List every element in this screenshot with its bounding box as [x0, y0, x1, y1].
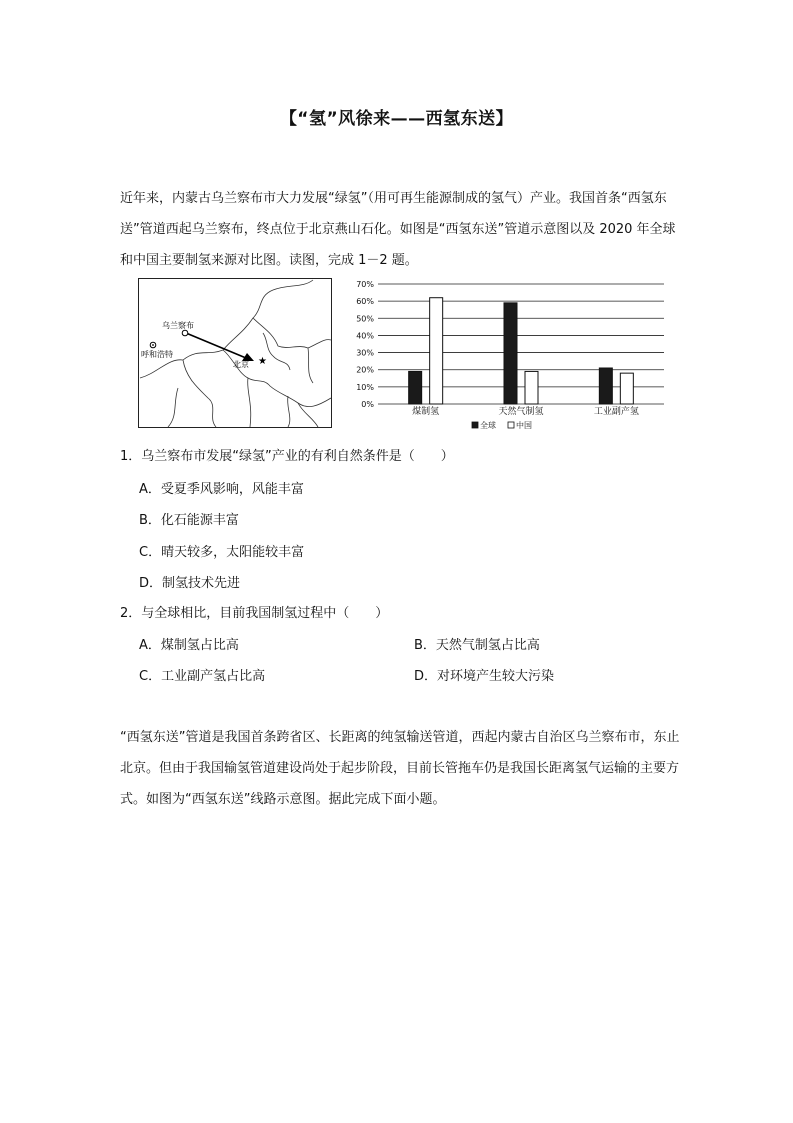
- q1-option-a[interactable]: A．受夏季风影响，风能丰富: [139, 482, 304, 497]
- y-tick-label: 0%: [361, 400, 374, 409]
- page-title: 【“氢”风徐来——西氢东送】: [279, 109, 514, 129]
- y-tick-label: 50%: [356, 314, 374, 324]
- intro-paragraph: 近年来，内蒙古乌兰察布市大力发展“绿氢”（用可再生能源制成的氢气）产业。我国首条“西氢东送”管道西起乌兰察布，终点位于北京燕山石化。如图是“西氢东送”管道示意图以及 2020 年全球和中国主要制氢来源对比图。读图，完成 1－2 题。: [120, 191, 676, 268]
- q1-option-c[interactable]: C．晴天较多，太阳能较丰富: [139, 545, 305, 560]
- legend-label: 中国: [516, 421, 532, 430]
- q2-option-b[interactable]: B．天然气制氢占比高: [414, 638, 540, 653]
- q1-option-d[interactable]: D．制氢技术先进: [139, 576, 241, 591]
- q2-option-d[interactable]: D．对环境产生较大污染: [414, 669, 555, 684]
- legend-swatch: [472, 422, 478, 428]
- bar-global: [409, 371, 422, 404]
- q2-option-a[interactable]: A．煤制氢占比高: [139, 638, 239, 653]
- bar-china: [430, 298, 443, 404]
- capital-star-icon: ★: [258, 356, 267, 367]
- figure-area: [138, 278, 668, 436]
- pipeline-map: [138, 278, 332, 428]
- x-tick-label: 天然气制氢: [498, 407, 544, 417]
- bar-global: [504, 303, 517, 404]
- x-tick-label: 煤制氢: [412, 407, 440, 417]
- q2-stem: 2．与全球相比，目前我国制氢过程中（ ）: [120, 606, 389, 621]
- q1-stem: 1．乌兰察布市发展“绿氢”产业的有利自然条件是（ ）: [120, 449, 454, 464]
- q2-option-c[interactable]: C．工业副产氢占比高: [139, 669, 266, 684]
- x-tick-label: 工业副产氢: [593, 407, 639, 417]
- y-tick-label: 70%: [356, 280, 374, 289]
- passage2-paragraph: “西氢东送”管道是我国首条跨省区、长距离的纯氢输送管道，西起内蒙古自治区乌兰察布市，东止北京。但由于我国输氢管道建设尚处于起步阶段，目前长管拖车仍是我国长距离氢气运输的主要方式。如图为“西氢东送”线路示意图。据此完成下面小题。: [120, 730, 680, 807]
- bar-china: [620, 373, 633, 404]
- y-tick-label: 40%: [356, 331, 374, 341]
- y-tick-label: 20%: [356, 365, 374, 375]
- legend-label: 全球: [480, 421, 496, 430]
- hohhot-label: 呼和浩特: [141, 350, 173, 359]
- bar-china: [525, 371, 538, 404]
- q1-option-b[interactable]: B．化石能源丰富: [139, 513, 239, 528]
- beijing-label: 北京: [233, 360, 249, 369]
- legend-swatch: [508, 422, 514, 428]
- hydrogen-source-chart: [346, 278, 668, 436]
- wulanchabu-label: 乌兰察布: [162, 321, 194, 330]
- y-tick-label: 60%: [356, 297, 374, 307]
- city-circle-icon: [182, 330, 188, 336]
- y-tick-label: 10%: [356, 382, 374, 392]
- y-tick-label: 30%: [356, 348, 374, 358]
- bar-global: [599, 368, 612, 404]
